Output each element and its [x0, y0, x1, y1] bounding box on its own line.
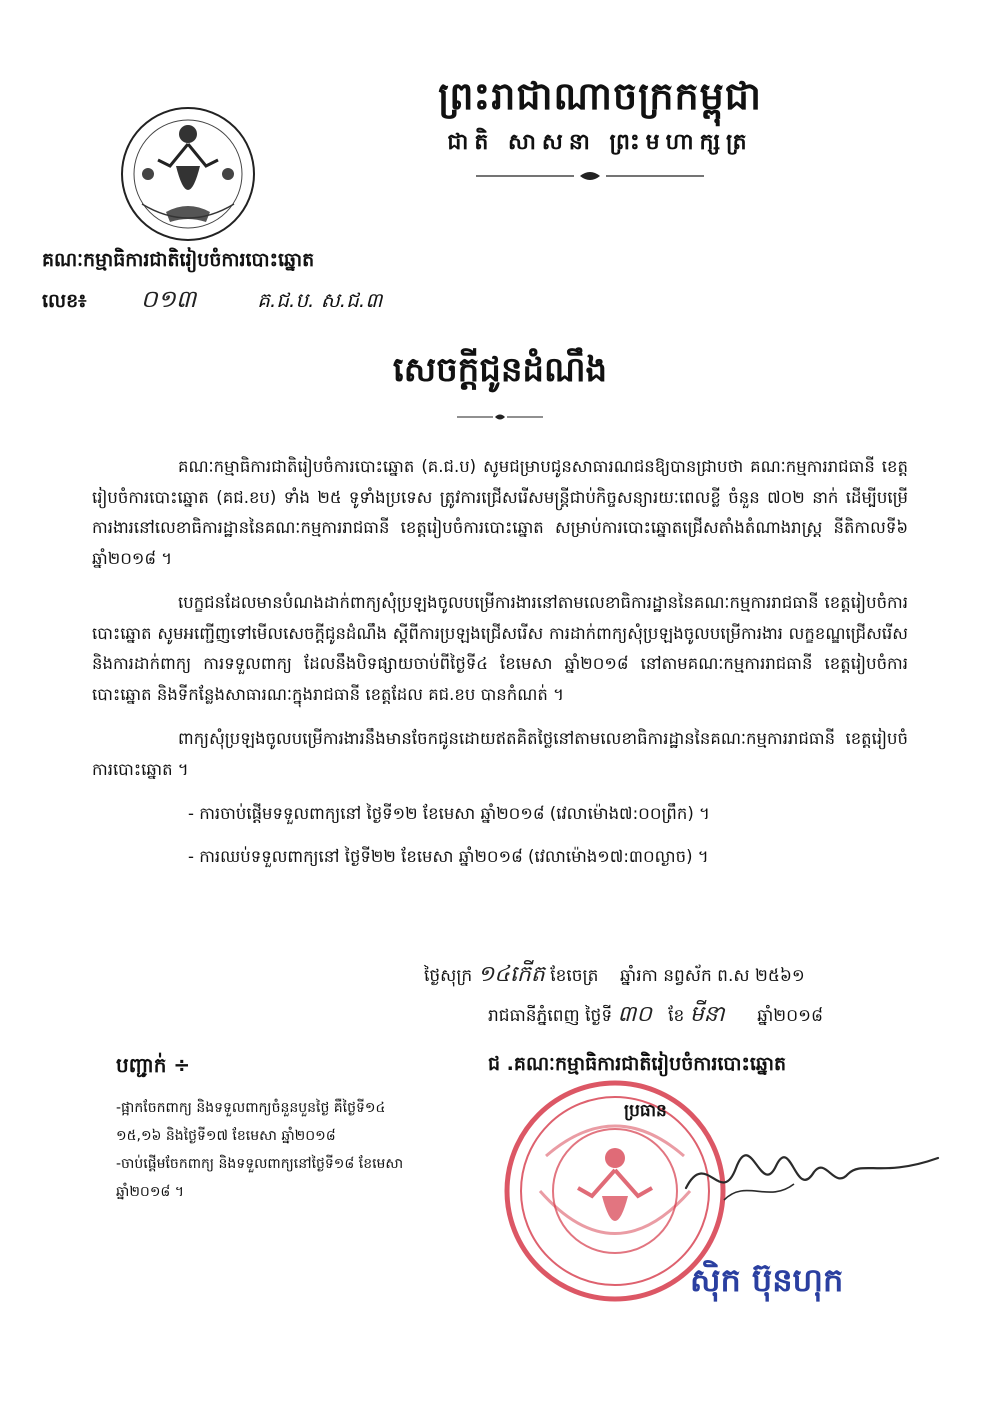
solar-prefix: រាជធានីភ្នំពេញ ថ្ងៃទី [488, 1006, 613, 1026]
document-title: សេចក្តីជូនដំណឹង [392, 350, 608, 390]
paragraph-recruitment: គណៈកម្មាធិការជាតិរៀបចំការបោះឆ្នោត (គ.ជ.ប) សូមជម្រាបជូនសាធារណជនឱ្យបានជ្រាបថា គណៈកម្មការរាជធានី ខេត្តរៀបចំការបោះឆ្នោត (គជ.ខប) ទាំង ២៥ ទូទាំងប្រទេស ត្រូវការជ្រើសរើសមន្ត្រីជាប់កិច្ចសន្យារយៈពេលខ្លី ចំនួន ៧០២ នាក់ ដើម្បីបម្រើការងារនៅលេខាធិការដ្ឋាននៃគណៈកម្មការរាជធានី ខេត្តរៀបចំការបោះឆ្នោត សម្រាប់ការបោះឆ្នោតជ្រើសតាំងតំណាងរាស្ត្រ នីតិកាលទី៦ ឆ្នាំ២០១៨ ។ [92, 457, 908, 568]
lunar-month: ខែចេត្រ [550, 966, 599, 986]
handwritten-signature-icon [676, 1138, 946, 1218]
issuing-committee: គណៈកម្មាធិការជាតិរៀបចំការបោះឆ្នោត [42, 249, 315, 271]
national-motto: ជាតិ សាសនា ព្រះមហាក្សត្រ [447, 130, 753, 155]
reference-number: ០១៣ [140, 285, 197, 313]
paragraph-application: បេក្ខជនដែលមានបំណងដាក់ពាក្យសុំប្រឡងចូលបម្រើការងារនៅតាមលេខាធិការដ្ឋាននៃគណៈកម្មការរាជធានី ខេត្តរៀបចំការបោះឆ្នោត សូមអញ្ជើញទៅមើលសេចក្តីជូនដំណឹង ស្តីពីការប្រឡងជ្រើសរើស ការដាក់ពាក្យសុំប្រឡងចូលបម្រើការងារ លក្ខខណ្ឌជ្រើសរើស និងការដាក់ពាក្យ ការទទួលពាក្យ ដែលនឹងបិទផ្សាយចាប់ពីថ្ងៃទី៤ ខែមេសា ឆ្នាំ២០១៨ នៅតាមគណៈកម្មការរាជធានី ខេត្តរៀបចំការបោះឆ្នោត និងទីកន្លែងសាធារណៈក្នុងរាជធានី ខេត្តដែល គជ.ខប បានកំណត់ ។ [92, 593, 908, 704]
reference-code: គ.ជ.ប. ស.ជ.៣ [257, 288, 383, 312]
solar-month-prefix: ខែ [668, 1006, 685, 1026]
paragraph-distribution: ពាក្យសុំប្រឡងចូលបម្រើការងារនឹងមានចែកជូនដោយឥតគិតថ្លៃនៅតាមលេខាធិការដ្ឋាននៃគណៈកម្មការរាជធានី ខេត្តរៀបចំការបោះឆ្នោត ។ [92, 729, 908, 779]
note-item: ១៥,១៦ និងថ្ងៃទី១៧ ខែមេសា ឆ្នាំ២០១៨ [116, 1128, 336, 1144]
kingdom-title: ព្រះរាជាណាចក្រកម្ពុជា [438, 74, 762, 118]
reference-line [42, 284, 382, 319]
solar-date [488, 1000, 908, 1032]
bullet-start-date: - ការចាប់ផ្តើមទទួលពាក្យនៅ ថ្ងៃទី១២ ខែមេសា ឆ្នាំ២០១៨ (វេលាម៉ោង៧:០០ព្រឹក) ។ [188, 804, 710, 823]
solar-day-handwritten: ៣០ [617, 1002, 652, 1027]
bullet-end-date: - ការឈប់ទទួលពាក្យនៅ ថ្ងៃទី២២ ខែមេសា ឆ្នាំ២០១៨ (វេលាម៉ោង១៧:៣០ល្ងាច) ។ [188, 846, 709, 866]
lunar-year: ឆ្នាំរកា នព្វស័ក ព.ស ២៥៦១ [620, 966, 805, 986]
signer-name: ស៊ិក ប៊ុនហុក [690, 1261, 844, 1299]
header-ornament [470, 168, 710, 184]
signer-role: ប្រធាន [624, 1101, 667, 1121]
note-heading: បញ្ជាក់ ÷ [116, 1053, 191, 1077]
note-item: -ផ្អាកចែកពាក្យ និងទទួលពាក្យចំនួនបួនថ្ងៃ គឺថ្ងៃទី១៤ [116, 1100, 386, 1116]
solar-year: ឆ្នាំ២០១៨ [757, 1006, 824, 1026]
lunar-date [424, 960, 904, 992]
note-list [116, 1094, 456, 1206]
lunar-day-handwritten: ១៤កើត [477, 962, 545, 987]
signer-committee: ជ .គណៈកម្មាធិការជាតិរៀបចំការបោះឆ្នោត [488, 1053, 787, 1075]
lunar-weekday: ថ្ងៃសុក្រ [424, 966, 473, 986]
committee-emblem-icon [118, 104, 258, 244]
note-item: -ចាប់ផ្តើមចែកពាក្យ និងទទួលពាក្យនៅថ្ងៃទី១៨ ខែមេសា ឆ្នាំ២០១៨ ។ [116, 1156, 404, 1200]
solar-month-handwritten: មីនា [689, 1002, 725, 1027]
notice-body [92, 452, 908, 884]
reference-label: លេខ៖ [42, 290, 87, 312]
title-ornament [455, 412, 545, 422]
